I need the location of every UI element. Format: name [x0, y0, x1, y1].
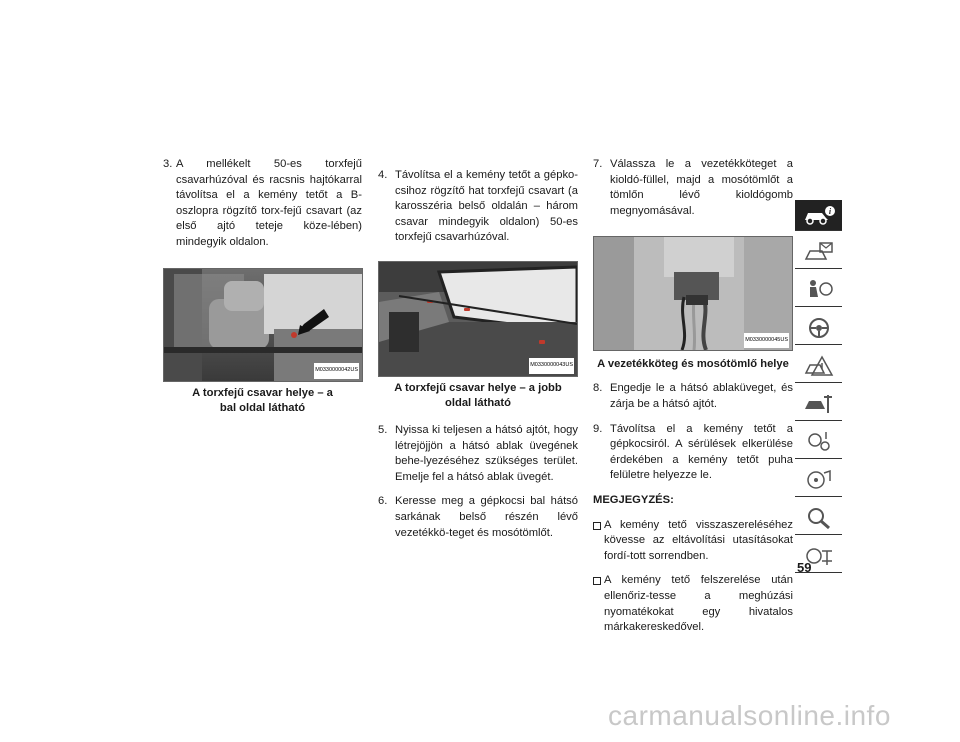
steering-wheel-icon [802, 315, 836, 341]
multimedia-icon [802, 467, 836, 493]
svg-text:i: i [828, 207, 831, 216]
checkbox-icon [593, 518, 604, 565]
tab-maintenance[interactable] [795, 425, 842, 459]
photo-right-side-screw [378, 261, 578, 377]
tab-car-info[interactable] [795, 200, 842, 231]
page-number: 59 [797, 560, 812, 575]
note-title: MEGJEGYZÉS: [593, 493, 674, 506]
step-5-number: 5. [378, 423, 388, 436]
step-8-text: Engedje le a hátsó ablaküveget, és zárja be a hátsó ajtót. [610, 382, 793, 410]
tab-emergency[interactable] [795, 349, 842, 383]
step-7-text: Válassza le a vezetékköteget a kioldó-füllel, majd a mosótömlőt a tömlőn lévő kioldógomb megnyomásával. [610, 158, 793, 217]
crash-icon [802, 353, 836, 379]
step-9-number: 9. [593, 422, 603, 435]
column-3 [593, 157, 793, 636]
photo-2-code: M0330000043US [529, 358, 574, 374]
step-6-text: Keresse meg a gépkocsi bal hátsó sarkának belső részén lévő vezetékkö-teget és mosótömlőt. [395, 495, 578, 539]
note-2 [593, 573, 793, 635]
step-4-text: Távolítsa el a kemény tetőt a gépko-csihoz rögzítő hat torxfejű csavart (a karosszéria belső oldalán – három csavar mindegyik oldalon) 50-es torxfejű csavarhúzóval. [395, 169, 578, 244]
photo-3-code: M0330000045US [744, 333, 789, 349]
note-1 [593, 518, 793, 565]
warning-mail-icon [802, 239, 836, 265]
step-6-number: 6. [378, 495, 388, 508]
step-9-text: Távolítsa el a kemény tetőt a gépkocsiról. A sérülések elkerülése érdekében a kemény tetőt puha felületre helyezze le. [610, 422, 793, 482]
step-7 [593, 157, 793, 219]
tab-multimedia[interactable] [795, 463, 842, 497]
chapter-tabs [795, 200, 842, 577]
step-3-number: 3. [163, 158, 173, 170]
column-1 [163, 157, 362, 416]
tab-service[interactable] [795, 387, 842, 421]
maintenance-icon [802, 429, 836, 455]
step-3 [163, 157, 362, 251]
tab-driving[interactable] [795, 311, 842, 345]
note-2-text: A kemény tető felszerelése után ellenőriz-tesse a meghúzási nyomatékokat egy hivatalos márkakereskedővel. [604, 574, 793, 634]
watermark: carmanualsonline.info [608, 700, 891, 731]
tab-warnings[interactable] [795, 235, 842, 269]
caption-3: A vezetékköteg és mosótömlő helye [597, 358, 789, 371]
car-service-icon [802, 391, 836, 417]
step-8 [593, 381, 793, 412]
photo-left-side-screw [163, 268, 363, 382]
step-9 [593, 422, 793, 484]
photo-1-code: M0330000042US [314, 363, 359, 379]
step-8-number: 8. [593, 382, 603, 395]
airbag-icon [802, 277, 836, 303]
tab-safety[interactable] [795, 273, 842, 307]
tab-index[interactable] [795, 501, 842, 535]
step-5 [378, 423, 578, 485]
step-4 [378, 168, 578, 246]
photo-wiring-harness [593, 236, 793, 351]
note-1-text: A kemény tető visszaszereléséhez kövesse az eltávolítási utasításokat fordí-tott sorrendben. [604, 518, 793, 562]
step-7-number: 7. [593, 158, 603, 170]
step-3-text: A mellékelt 50-es torxfejű csavarhúzóval és racsnis hajtókarral távolítsa el a kemény tetőt a B-oszlopra rögzítő torx-fejű csavart (az első ajtó teteje köze-lében) mindegyik oldalon. [176, 158, 362, 248]
caption-2: A torxfejű csavar helye – a jobb oldal látható [394, 381, 562, 409]
step-6 [378, 494, 578, 541]
caption-1: A torxfejű csavar helye – a bal oldal látható [192, 386, 333, 414]
step-4-number: 4. [378, 169, 388, 181]
search-icon [802, 505, 836, 531]
checkbox-icon [593, 573, 604, 635]
car-info-icon [802, 204, 836, 226]
step-5-text: Nyissa ki teljesen a hátsó ajtót, hogy létrejöjjön a hátsó ablak üvegének behe-lyezéséhez szükséges terület. Emelje fel a hátsó ablak üvegét. [395, 423, 578, 483]
column-2 [378, 168, 578, 541]
